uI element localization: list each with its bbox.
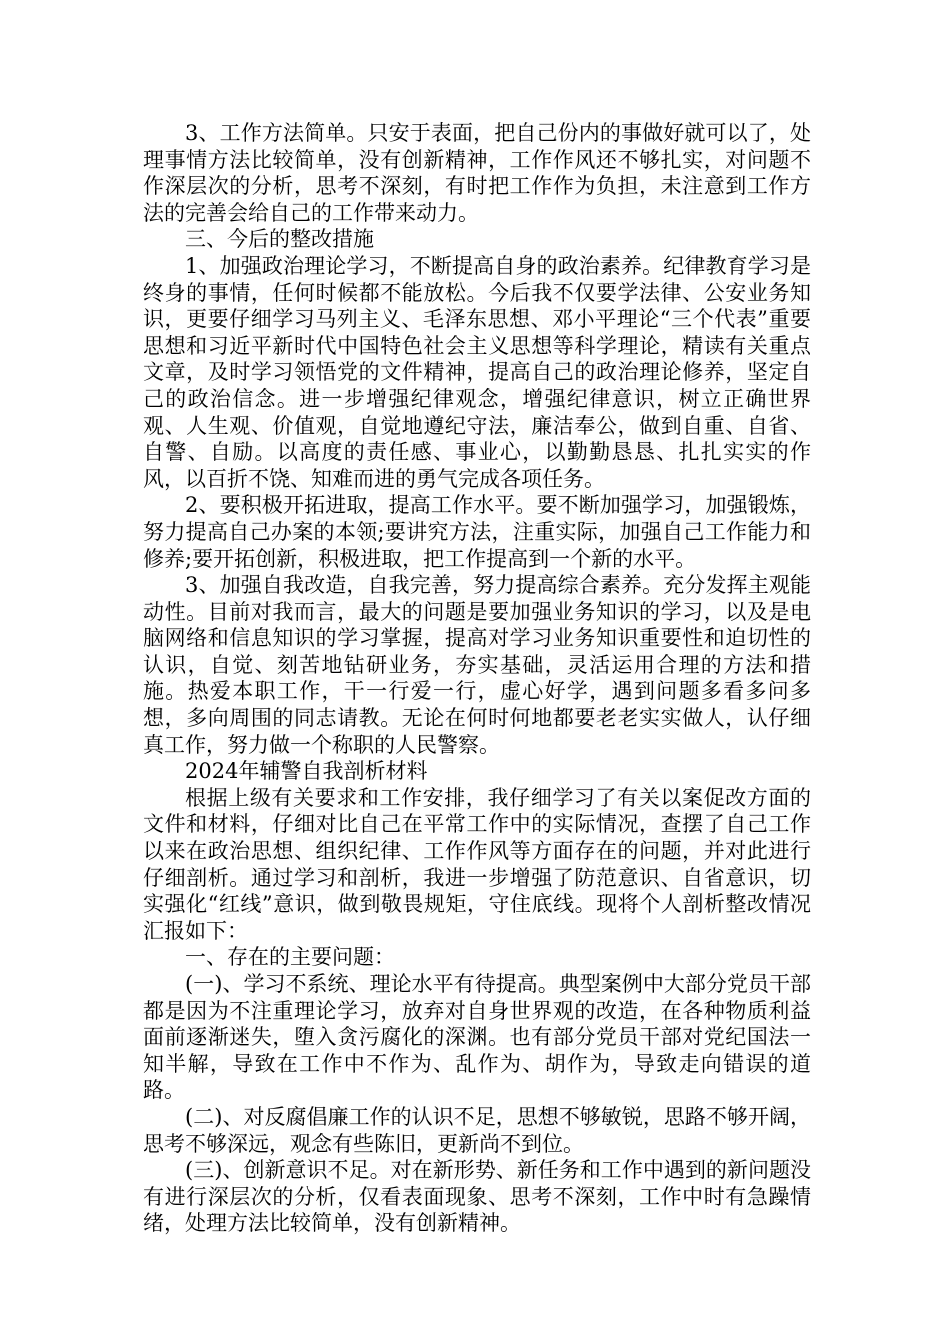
paragraph-work-method: 3、工作方法简单。只安于表面，把自己份内的事做好就可以了，处理事情方法比较简单，没有创新精神，工作作风还不够扎实，对问题不作深层次的分析，思考不深刻，有时把工作作为负担，未注意到工作方法的完善会给自己的工作带来动力。 — [143, 121, 811, 225]
paragraph-political-theory: 1、加强政治理论学习，不断提高自身的政治素养。纪律教育学习是终身的事情，任何时候都不能放松。今后我不仅要学法律、公安业务知识，更要仔细学习马列主义、毛泽东思想、邓小平理论“三个代表”重要思想和习近平新时代中国特色社会主义思想等科学理论，精读有关重点文章，及时学习领悟党的文件精神，提高自己的政治理论修养，坚定自己的政治信念。进一步增强纪律观念，增强纪律意识，树立正确世界观、人生观、价值观，自觉地遵纪守法，廉洁奉公，做到自重、自省、自警、自励。以高度的责任感、事业心，以勤勤恳恳、扎扎实实的作风，以百折不饶、知难而进的勇气完成各项任务。 — [143, 253, 811, 491]
paragraph-work-level: 2、要积极开拓进取，提高工作水平。要不断加强学习，加强锻炼，努力提高自己办案的本领;要讲究方法，注重实际，加强自己工作能力和修养;要开拓创新，积极进取，把工作提高到一个新的水平。 — [143, 493, 811, 571]
document-body — [143, 120, 811, 1237]
paragraph-problem-2: (二)、对反腐倡廉工作的认识不足，思想不够敏锐，思路不够开阔，思考不够深远，观念有些陈旧，更新尚不到位。 — [143, 1104, 811, 1156]
paragraph-self-improvement: 3、加强自我改造，自我完善，努力提高综合素养。充分发挥主观能动性。目前对我而言，最大的问题是要加强业务知识的学习，以及是电脑网络和信息知识的学习掌握，提高对学习业务知识重要性和迫切性的认识，自觉、刻苦地钻研业务，夯实基础，灵活运用合理的方法和措施。热爱本职工作，干一行爱一行，虚心好学，遇到问题多看多问多想，多向周围的同志请教。无论在何时何地都要老老实实做人，认仔细真工作，努力做一个称职的人民警察。 — [143, 573, 811, 757]
document-title: 2024年辅警自我剖析材料 — [185, 759, 428, 784]
paragraph-introduction: 根据上级有关要求和工作安排，我仔细学习了有关以案促改方面的文件和材料，仔细对比自己在平常工作中的实际情况，查摆了自己工作以来在政治思想、组织纪律、工作作风等方面存在的问题，并对此进行仔细剖析。通过学习和剖析，我进一步增强了防范意识、自省意识，切实强化“红线”意识，做到敬畏规矩，守住底线。现将个人剖析整改情况汇报如下： — [143, 785, 811, 943]
paragraph-problem-1: (一)、学习不系统、理论水平有待提高。典型案例中大部分党员干部都是因为不注重理论学习，放弃对自身世界观的改造，在各种物质利益面前逐渐迷失，堕入贪污腐化的深渊。也有部分党员干部对党纪国法一知半解，导致在工作中不作为、乱作为、胡作为，导致走向错误的道路。 — [143, 972, 811, 1103]
heading-main-problems: 一、存在的主要问题： — [185, 945, 395, 970]
heading-rectification-measures: 三、今后的整改措施 — [185, 227, 374, 252]
paragraph-problem-3: (三)、创新意识不足。对在新形势、新任务和工作中遇到的新问题没有进行深层次的分析，仅看表面现象、思考不深刻，工作中时有急躁情绪，处理方法比较简单，没有创新精神。 — [143, 1158, 811, 1236]
